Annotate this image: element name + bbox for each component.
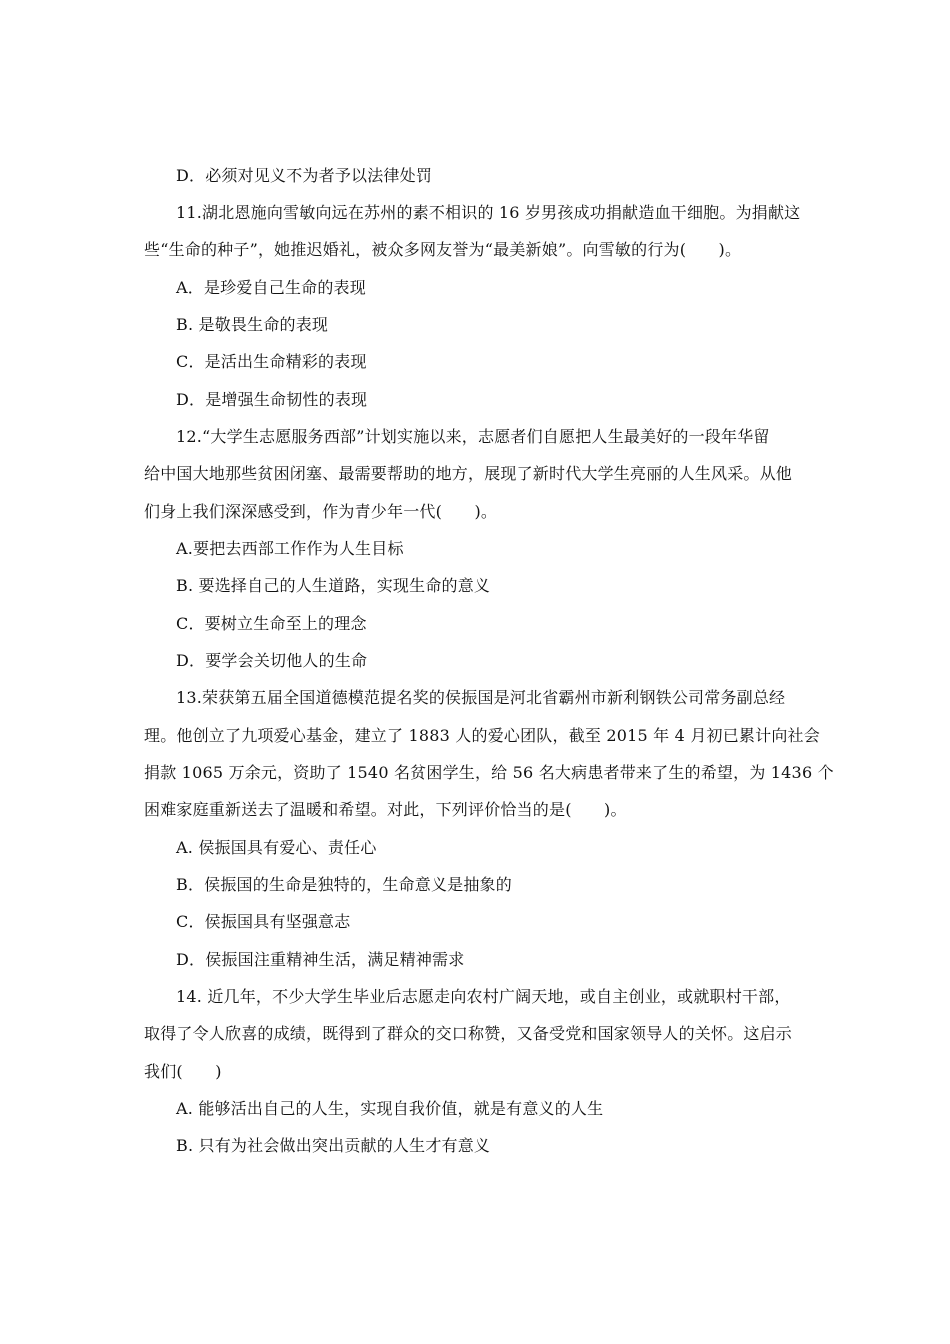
q11-option-d: D．是增强生命韧性的表现: [176, 390, 368, 409]
q13-stem-line4: 困难家庭重新送去了温暖和希望。对此，下列评价恰当的是( )。: [144, 800, 627, 819]
q12-option-d: D．要学会关切他人的生命: [176, 651, 368, 670]
q12-option-c: C．要树立生命至上的理念: [176, 614, 367, 633]
q11-stem-line1: 11.湖北恩施向雪敏向远在苏州的素不相识的 16 岁男孩成功捐献造血干细胞。为捐献这: [176, 203, 801, 222]
q11-stem-line2: 些“生命的种子”，她推迟婚礼，被众多网友誉为“最美新娘”。向雪敏的行为( )。: [144, 240, 742, 259]
q13-stem-line1: 13.荣获第五届全国道德模范提名奖的侯振国是河北省霸州市新利钢铁公司常务副总经: [176, 688, 786, 707]
q13-option-c: C．侯振国具有坚强意志: [176, 912, 351, 931]
q10-option-d: D．必须对见义不为者予以法律处罚: [176, 166, 433, 185]
q13-option-d: D．侯振国注重精神生活，满足精神需求: [176, 950, 465, 969]
q14-stem-line1: 14. 近几年，不少大学生毕业后志愿走向农村广阔天地，或自主创业，或就职村干部，: [176, 987, 791, 1006]
q11-option-a: A．是珍爱自己生命的表现: [176, 278, 366, 297]
q14-stem-line3: 我们( ): [144, 1062, 222, 1081]
q13-option-a: A. 侯振国具有爱心、责任心: [176, 838, 377, 857]
q14-stem-line2: 取得了令人欣喜的成绩，既得到了群众的交口称赞，又备受党和国家领导人的关怀。这启示: [144, 1024, 793, 1043]
q12-option-b: B. 要选择自己的人生道路，实现生命的意义: [176, 576, 491, 595]
q12-stem-line2: 给中国大地那些贫困闭塞、最需要帮助的地方，展现了新时代大学生亮丽的人生风采。从他: [144, 464, 793, 483]
q13-option-b: B．侯振国的生命是独特的，生命意义是抽象的: [176, 875, 512, 894]
q14-option-a: A. 能够活出自己的人生，实现自我价值，就是有意义的人生: [176, 1099, 604, 1118]
q12-option-a: A.要把去西部工作作为人生目标: [176, 539, 404, 558]
q12-stem-line1: 12.“大学生志愿服务西部”计划实施以来，志愿者们自愿把人生最美好的一段年华留: [176, 427, 770, 446]
q12-stem-line3: 们身上我们深深感受到，作为青少年一代( )。: [144, 502, 498, 521]
q13-stem-line3: 捐款 1065 万余元，资助了 1540 名贫困学生，给 56 名大病患者带来了生的希望，为 1436 个: [144, 763, 834, 782]
q14-option-b: B. 只有为社会做出突出贡献的人生才有意义: [176, 1136, 491, 1155]
q11-option-b: B. 是敬畏生命的表现: [176, 315, 329, 334]
q13-stem-line2: 理。他创立了九项爱心基金，建立了 1883 人的爱心团队，截至 2015 年 4 月初已累计向社会: [144, 726, 820, 745]
q11-option-c: C．是活出生命精彩的表现: [176, 352, 367, 371]
